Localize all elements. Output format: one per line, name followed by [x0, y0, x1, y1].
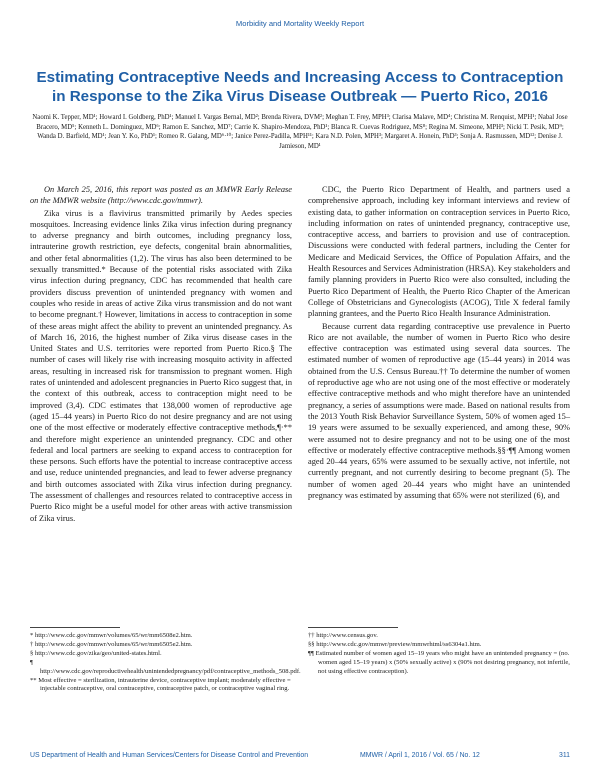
footnote-divider	[308, 627, 398, 628]
early-release-note: On March 25, 2016, this report was posted as an MMWR Early Release on the MMWR website (http://www.cdc.gov/mmwr).	[30, 185, 292, 206]
page-footer	[30, 752, 570, 762]
footnotes-left	[30, 632, 301, 694]
footnotes-right	[308, 632, 570, 677]
footnote: ¶ http://www.cdc.gov/reproductivehealth/unintendedpregnancy/pdf/contraceptive_methods_508.pdf.	[30, 658, 301, 675]
footnote: ** Most effective = sterilization, intrauterine device, contraceptive implant; moderately effective = injectable contraceptive, oral contraceptive, contraceptive patch, or contraceptive vaginal ring.	[30, 676, 291, 693]
footnote-divider	[30, 627, 120, 628]
footer-issue: MMWR / April 1, 2016 / Vol. 65 / No. 12	[360, 752, 480, 759]
body-paragraph: CDC, the Puerto Rico Department of Health, and partners used a comprehensive approach, including key informant interviews and review of existing data, to gather information on contraception services in Puerto Rico, including information on rates of unintended pregnancy, contraceptive use, contraceptive access, and barriers to provision and use of contraception. Discussions were conducted with federal partners, including the Center for Medicare and Medicaid Services, the Office of Population Affairs, and the Health Resources and Services Administration (HRSA). Key stakeholders and family planning providers in Puerto Rico were also consulted, including the Puerto Rico Department of Health, the Puerto Rico Chapter of the American College of Obstetricians and Gynecologists (ACOG), Title X federal family planning grantees, and the Puerto Rico Health Insurance Administration.	[308, 185, 570, 319]
page-number: 311	[559, 752, 570, 759]
footnote: † http://www.cdc.gov/mmwr/volumes/65/wr/mm6505e2.htm.	[30, 640, 193, 648]
body-column-left	[30, 184, 292, 525]
footer-agency: US Department of Health and Human Services/Centers for Disease Control and Prevention	[30, 752, 309, 759]
running-head: Morbidity and Mortality Weekly Report	[235, 19, 365, 28]
footnote: ¶¶ Estimated number of women aged 15–19 years who might have an unintended pregnancy = (no. women aged 15–19 years) x (50% sexually active) x (90% not desiring pregnancy, not infertile, not using effective contraception).	[308, 649, 570, 675]
body-column-right	[308, 184, 570, 502]
footnote: §§ http://www.cdc.gov/mmwr/preview/mmwrhtml/ss6304a1.htm.	[308, 640, 482, 648]
footnote: § http://www.cdc.gov/zika/geo/united-states.html.	[30, 649, 162, 657]
body-paragraph: Because current data regarding contraceptive use prevalence in Puerto Rico are not available, the number of women in Puerto Rico who desire effective contraception was estimated using several data sources. The estimated number of women of reproductive age (15–44 years) in 2014 was obtained from the U.S. Census Bureau.†† To determine the number of women of reproductive age who are not using one of the most effective or moderately effective contraceptive methods and who might therefore have an unintended pregnancy, a series of assumptions were made. Based on national results from the 2013 Youth Risk Behavior Surveillance System, 50% of women aged 15–19 years were assumed to be sexually experienced, and among these, 90% were assumed not to desire pregnancy and not to be using one of the most effective or moderately effective contraceptive methods.§§·¶¶ Among women aged 20–44 years, 65% were assumed to be sexually active, not infertile, not currently pregnant, and not currently desiring to become pregnant (5). The number of women aged 20–44 years who might have an unintended pregnancy was estimated by assuming that 65% were not sterilized (6), and	[308, 321, 570, 501]
body-paragraph: Zika virus is a flavivirus transmitted primarily by Aedes species mosquitoes. Increasing evidence links Zika virus infection during pregnancy to adverse pregnancy and birth outcomes, including pregnancy loss, intrauterine growth restriction, eye defects, congenital brain abnormalities, and other fetal abnormalities (1,2). The virus has also been determined to be sexually transmitted.* Because of the potential risks associated with Zika virus infection during pregnancy, CDC has recommended that health care providers discuss prevention of unintended pregnancy with women and couples who reside in areas of active Zika virus transmission and do not want to become pregnant.† However, limitations in access to contraception in some of these areas might affect the ability to prevent an unintended pregnancy. As of March 16, 2016, the highest number of Zika virus disease cases in the United States and U.S. territories were reported from Puerto Rico.§ The number of cases will likely rise with increasing mosquito activity in affected areas, resulting in increased risk for transmission to pregnant women. High rates of unintended and adolescent pregnancies in Puerto Rico suggest that, in the context of this outbreak, access to contraception might need to be improved (3,4). CDC estimates that 138,000 women of reproductive age (aged 15–44 years) in Puerto Rico do not desire pregnancy and are not using one of the most effective or moderately effective contraceptive methods,¶·** and therefore might experience an unintended pregnancy. CDC and other federal and local partners are seeking to expand access to contraception for these persons. Such efforts have the potential to increase contraceptive access and use, reduce unintended pregnancies, and lead to fewer adverse pregnancy and birth outcomes associated with Zika virus infection during pregnancy. The assessment of challenges and resources related to contraceptive access in Puerto Rico might be a useful model for other areas with active transmission of Zika virus.	[30, 208, 292, 523]
author-list: Naomi K. Tepper, MD¹; Howard I. Goldberg, PhD¹; Manuel I. Vargas Bernal, MD²; Brenda Rivera, DVM²; Meghan T. Frey, MPH³; Clarisa Malave, MD⁴; Christina M. Renquist, MPH¹; Nabal Jose Bracero, MD⁵; Kenneth L. Dominguez, MD⁶; Ramon E. Sanchez, MD⁷; Carrie K. Shapiro-Mendoza, PhD¹; Blanca R. Cuevas Rodriguez, MS⁸; Regina M. Simeone, MPH³; Nicki T. Pesik, MD⁹; Wanda D. Barfield, MD¹; Jean Y. Ko, PhD¹; Romeo R. Galang, MD⁶·¹⁰; Janice Perez-Padilla, MPH¹¹; Kara N.D. Polen, MPH³; Margaret A. Honein, PhD³; Sonja A. Rasmussen, MD¹²; Denise J. Jamieson, MD¹	[32, 114, 568, 150]
footnote: †† http://www.census.gov.	[308, 632, 378, 639]
footnote: * http://www.cdc.gov/mmwr/volumes/65/wr/mm6508e2.htm.	[30, 632, 193, 639]
article-title: Estimating Contraceptive Needs and Increasing Access to Contraception in Response to the Zika Virus Disease Outbreak — Puerto Rico, 2016	[36, 69, 564, 105]
